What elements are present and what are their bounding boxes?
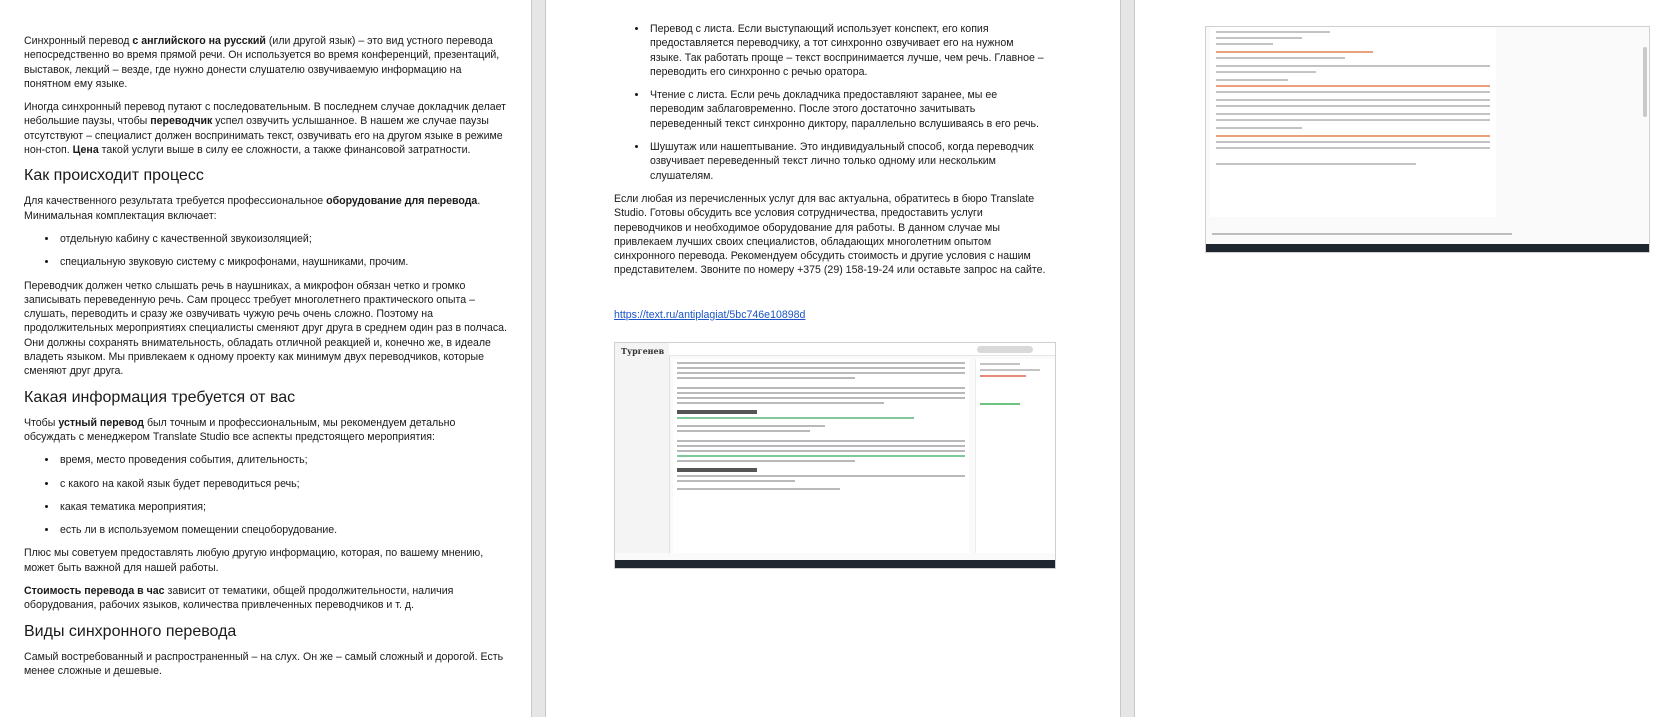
screenshot-topbar [669,343,1055,356]
screenshot-document [673,359,969,553]
antiplagiat-link[interactable]: https://text.ru/antiplagiat/5bc746e10898d [614,308,806,321]
screenshot-document [1210,27,1496,217]
screenshot-result-panel [975,359,1054,553]
types-list [614,22,1048,183]
heading-process: Как происходит процесс [24,167,204,185]
paragraph-interpreter: Переводчик должен четко слышать речь в наушниках, а микрофон обязан четко и громко записывать переведенную речь. Сам процесс требует многолетнего практического опыта – слушать, переводить и сразу же озвучивать чужую речь очень сложно. Поэтому на продолжительных мероприятиях специалисты сменяют друг друга в среднем один раз в полчаса. Они должны сохранять внимательность, обладать отличной реакцией и, конечно же, в идеале владеть языком. Мы привлекаем к одному проекту как минимум двух переводчиков, которые сменяют друг друга. [24,279,507,378]
document-page-2 [545,0,1121,717]
paragraph-types-intro: Самый востребованный и распространенный – на слух. Он же – самый сложный и дорогой. Есть менее сложные и дешевые. [24,650,504,677]
paragraph-cost: Стоимость перевода в час зависит от тематики, общей продолжительности, наличия оборудования, рабочих языков, количества привлеченных переводчиков и т. д. [24,585,454,612]
screenshot-taskbar [1206,244,1649,252]
list-item: • есть ли в используемом помещении спецоборудование. [58,523,507,537]
paragraph-oral: Чтобы устный перевод был точным и профессиональным, мы рекомендуем детально обсуждать с менеджером Translate Studio все аспекты предстоящего мероприятия: [24,416,456,443]
list-item: • Шушутаж или нашептывание. Это индивидуальный способ, когда переводчик озвучивает переведенный текст лично только одному или нескольким слушателям. [648,140,1048,183]
paragraph-advice: Плюс мы советуем предоставлять любую другую информацию, которая, по вашему мнению, может быть важной для нашей работы. [24,547,484,574]
list-item: • специальную звуковую систему с микрофонами, наушниками, прочим. [58,255,507,269]
embedded-screenshot-text-ru [614,342,1056,569]
list-item: • Чтение с листа. Если речь докладчика предоставляют заранее, мы ее переводим заблаговременно. После этого достаточно зачитывать переведенный текст синхронно диктору, параллельно вслушиваясь в его речь. [648,88,1048,131]
info-list [24,453,507,537]
paragraph-consecutive: Иногда синхронный перевод путают с последовательным. В последнем случае докладчик делает небольшие паузы, чтобы переводчик успел озвучить услышанное. В нашем же случае паузы отсутствуют – специалист должен воспринимать текст, озвучивать его на другом языке в режиме нон-стоп. Цена такой услуги выше в силу ее сложности, а также финансовой затратности. [24,101,507,157]
document-page-3 [1134,0,1671,717]
paragraph-closing: Если любая из перечисленных услуг для вас актуальна, обратитесь в бюро Translate Studio. Готовы обсудить все условия сотрудничества, предоставить услуги переводчиков и необходимое оборудование для работы. В данном случае мы привлекаем лучших своих специалистов, обладающих многолетним опытом синхронного перевода. Рекомендуем обсудить стоимость и другие условия с нашим представителем. Звоните по номеру +375 (29) 158-19-24 или оставьте запрос на сайте. [614,192,1046,277]
list-item: • Перевод с листа. Если выступающий использует конспект, его копия предоставляется переводчику, а тот синхронно озвучивает его на нужном языке. Так работать проще – текст воспринимается лучше, чем речь. Главное – переводить его синхронно с речью оратора. [648,22,1048,79]
list-item: • время, место проведения события, длительность; [58,453,507,467]
screenshot-taskbar [615,560,1055,568]
list-item: • отдельную кабину с качественной звукоизоляцией; [58,232,507,246]
equipment-list [24,232,507,270]
list-item: • с какого на какой язык будет переводиться речь; [58,477,507,491]
logo: Тургенев [621,346,665,356]
paragraph-equipment: Для качественного результата требуется профессиональное оборудование для перевода. Минимальная комплектация включает: [24,195,481,222]
list-item: • какая тематика мероприятия; [58,500,507,514]
paragraph-intro: Синхронный перевод с английского на русский (или другой язык) – это вид устного перевода непосредственно во время прямой речи. Он используется во время конференций, презентаций, выставок, лекций – везде, где нужно донести слушателю озвучиваемую информацию на понятном ему языке. [24,35,500,90]
heading-info: Какая информация требуется от вас [24,388,296,406]
screenshot-sidebar [615,343,670,553]
embedded-screenshot-2 [1205,26,1650,253]
document-page-1 [0,0,532,717]
heading-types: Виды синхронного перевода [24,622,237,640]
